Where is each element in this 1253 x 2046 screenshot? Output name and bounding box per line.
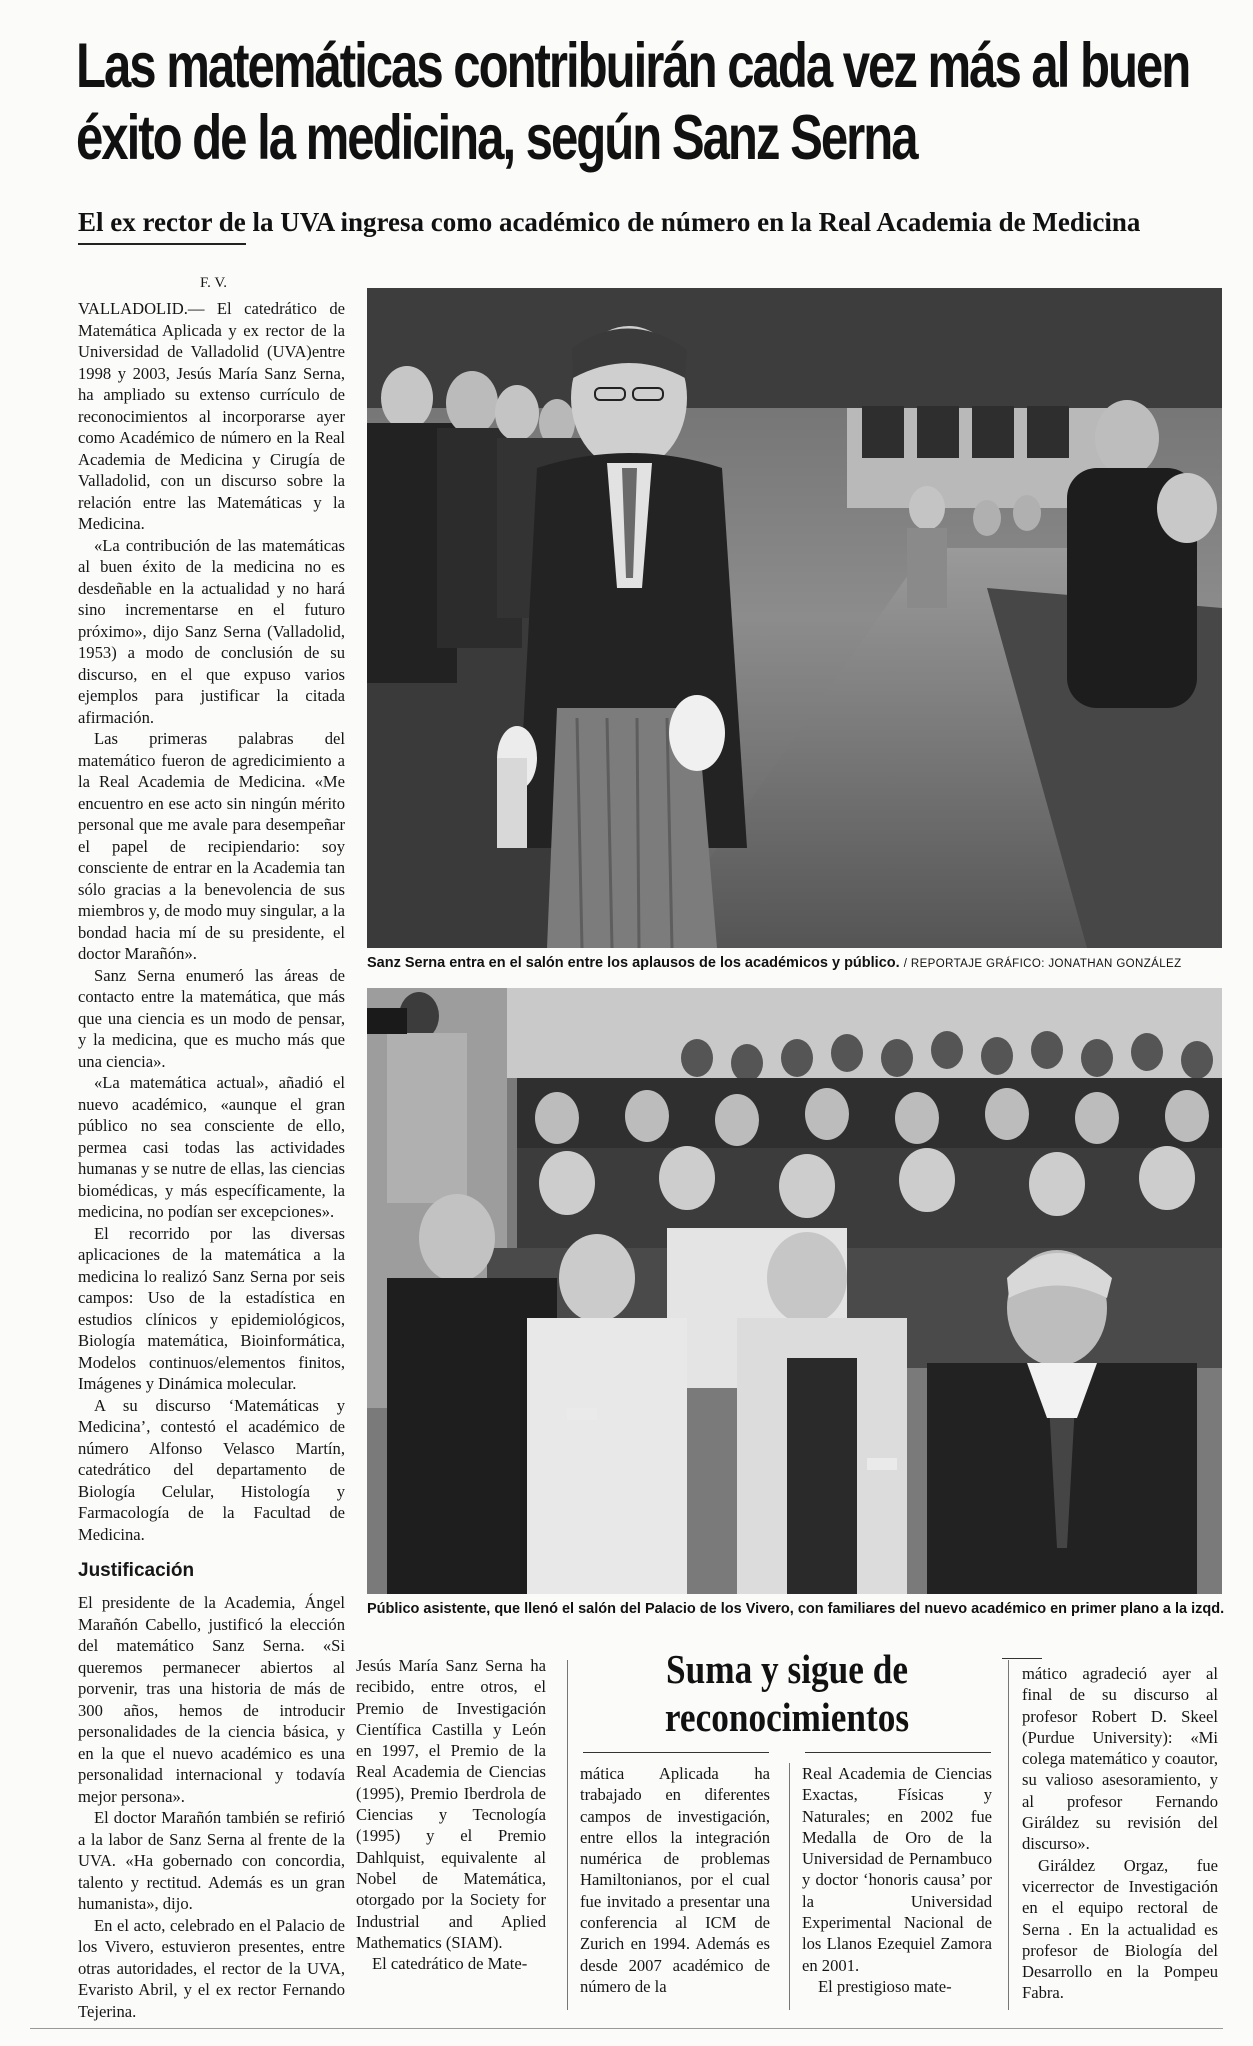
article-paragraph: El recorrido por las diversas aplicaciones de la matemática a la medicina lo realizó Sanz Serna por seis campos: Uso de la estadística en estudios clínicos y epidemiológicos, Biología matemática, Bioinformática, Modelos continuos/elementos finitos, Imágenes y Dinámica molecular.: [78, 1223, 345, 1393]
sidebar-column: [802, 1763, 992, 1997]
sidebar-column: [356, 1655, 546, 1974]
article-paragraph: En el acto, celebrado en el Palacio de los Vivero, estuvieron presentes, entre otras autoridades, el rector de la UVA, Evaristo Abril, y el ex rector Fernando Tejerina.: [78, 1915, 345, 2021]
sidebar-paragraph: El prestigioso mate-: [818, 1976, 952, 1996]
caption-text: Sanz Serna entra en el salón entre los aplausos de los académicos y público.: [367, 955, 900, 971]
photo-procession: [367, 288, 1222, 948]
section-heading: Justificación: [78, 1560, 195, 1581]
article-paragraph: El doctor Marañón también se refirió a la labor de Sanz Serna al frente de la UVA. «Ha gobernado con concordia, talento y rectitud. Además es un gran humanista», dijo.: [78, 1808, 345, 1913]
sidebar-paragraph: Real Academia de Ciencias Exactas, Físicas y Naturales; en 2002 fue Medalla de Oro de la Universidad de Pernambuco y doctor ‘honoris causa’ por la Universidad Experimental Nacional de los Llanos Ezequiel Zamora en 2001.: [802, 1764, 992, 1975]
sidebar-paragraph: Giráldez Orgaz, fue vicerrector de Investigación en el equipo rectoral de Serna . En la actualidad es profesor de Biología del Desarrollo en la Pompeu Fabra.: [1022, 1855, 1218, 2003]
divider: [805, 1752, 991, 1753]
sidebar-paragraph: mática Aplicada ha trabajado en diferentes campos de investigación, entre ellos la integración numérica de problemas Hamiltonianos, por el cual fue invitado a presentar una conferencia al ICM de Zurich en 1994. Además es desde 2007 académico de número de la: [580, 1764, 770, 1996]
sidebar-paragraph: El catedrático de Mate-: [372, 1954, 528, 1974]
column-divider: [567, 1660, 568, 2010]
sidebar-column: [1022, 1663, 1218, 2004]
divider: [583, 1752, 769, 1753]
page-bottom-rule: [30, 2028, 1223, 2029]
article-paragraph: El presidente de la Academia, Ángel Marañón Cabello, justificó la elección del matemático Sanz Serna. «Si queremos permanecer abiertos al porvenir, tras una historia de más de 300 años, hemos de introducir personalidades de la ciencia básica, y en la que el nuevo académico es una personalidad internacional y todavía mejor persona».: [78, 1593, 345, 1806]
article-body-column: [78, 298, 345, 1545]
article-paragraph: «La contribución de las matemáticas al buen éxito de la medicina no es desdeñable en la actualidad y no hará sino incrementarse en el futuro próximo», dijo Sanz Serna (Valladolid, 1953) a modo de conclusión de su discurso, en el que expuso varios ejemplos para justificar la citada afirmación.: [78, 535, 345, 727]
sidebar-paragraph: mático agradeció ayer al final de su discurso al profesor Robert D. Skeel (Purdue University): «Mi colega matemático y coautor, su valioso asesoramiento, y al profesor Fernando Giráldez su revisión del discurso».: [1022, 1664, 1218, 1854]
column-divider: [1008, 1660, 1009, 2010]
photo-credit: / REPORTAJE GRÁFICO: JONATHAN GONZÁLEZ: [903, 958, 1182, 970]
article-paragraph: A su discurso ‘Matemáticas y Medicina’, contestó el académico de número Alfonso Velasco Martín, catedrático del departamento de Biología Celular, Histología y Farmacología de la Facultad de Medicina.: [78, 1395, 345, 1544]
article-paragraph: VALLADOLID.— El catedrático de Matemática Aplicada y ex rector de la Universidad de Valladolid (UVA)entre 1998 y 2003, Jesús María Sanz Serna, ha ampliado su extenso currículo de reconocimientos al incorporarse ayer como Académico de número en la Real Academia de Medicina y Cirugía de Valladolid, con un discurso sobre la relación entre las Matemáticas y la Medicina.: [78, 299, 345, 533]
article-paragraph: «La matemática actual», añadió el nuevo académico, «aunque el gran público no sea consciente de ello, permea casi todas las actividades humanas y se nutre de ellas, las ciencias biomédicas, y más específicamente, la medicina, no podían ser excepciones».: [78, 1073, 345, 1221]
photo-audience: [367, 988, 1222, 1594]
article-paragraph: Las primeras palabras del matemático fueron de agredicimiento a la Real Academia de Medicina. «Me encuentro en ese acto sin ningún mérito personal que me avale para desempeñar el papel de recipiendario: soy consciente de entrar en la Academia tan sólo gracias a la benevolencia de sus miembros y, de modo muy singular, a la bondad hacia mí de su presidente, el doctor Marañón».: [78, 729, 345, 963]
column-divider: [789, 1763, 790, 2010]
headline: Las matemáticas contribuirán cada vez más al buen éxito de la medicina, según Sanz Serna: [76, 31, 1190, 173]
article-body-column-continued: [78, 1592, 345, 2022]
photo-caption: [367, 955, 1182, 971]
photo-caption: Público asistente, que llenó el salón del Palacio de los Vivero, con familiares del nuevo académico en primer plano a la izqd.: [367, 1601, 1225, 1617]
article-paragraph: Sanz Serna enumeró las áreas de contacto entre la matemática, que más que una ciencia es un modo de pensar, y la medicina, que es mucho más que una ciencia».: [78, 965, 345, 1071]
subheadline: El ex rector de la UVA ingresa como académico de número en la Real Academia de Medicina: [78, 207, 1141, 237]
sidebar-paragraph: Jesús María Sanz Serna ha recibido, entre otros, el Premio de Investigación Científica Castilla y León en 1997, el Premio de la Real Academia de Ciencias (1995), Premio Iberdrola de Ciencias y Tecnología (1995) y el Premio Dahlquist, equivalente al Nobel de Matemática, otorgado por la Society for Industrial and Aplied Mathematics (SIAM).: [356, 1656, 546, 1952]
byline: F. V.: [200, 275, 228, 291]
sidebar-column: [580, 1763, 770, 1997]
divider: [1002, 1658, 1042, 1659]
sidebar-title: Suma y sigue de reconocimientos: [664, 1646, 910, 1740]
divider: [78, 243, 246, 245]
